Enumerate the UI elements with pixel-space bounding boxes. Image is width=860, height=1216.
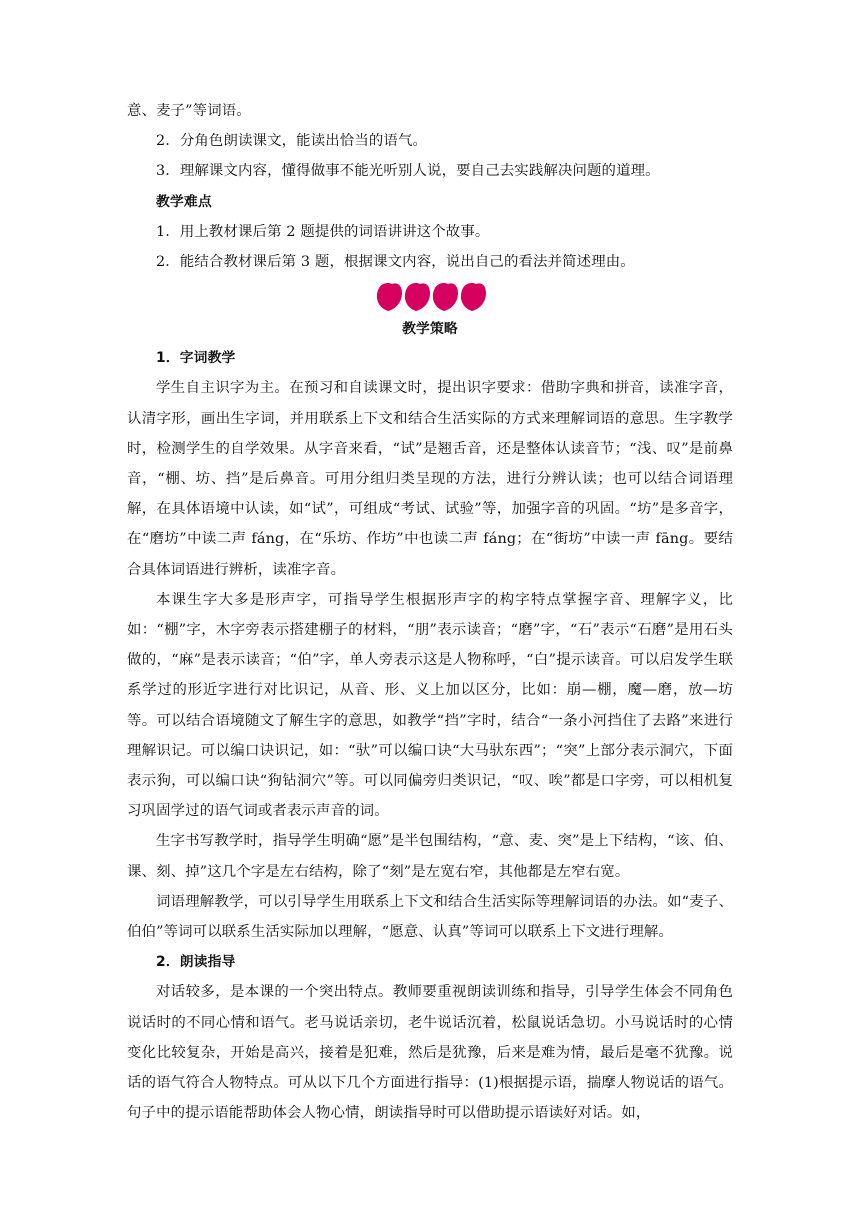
difficulty-heading: 教学难点 [156,193,212,210]
paragraph-word-comprehension: 词语理解教学，可以引导学生用联系上下文和结合生活实际等理解词语的办法。如“麦子、伯伯”等词可以联系生活实际加以理解，“愿意、认真”等词可以联系上下文进行理解。 [127,893,733,941]
paragraph-writing-instruction: 生字书写教学时，指导学生明确“愿”是半包围结构，“意、麦、突”是上下结构，“该、伯、课、刻、掉”这几个字是左右结构，除了“刻”是左宽右窄，其他都是左窄右宽。 [127,833,733,880]
paragraph-self-literacy: 学生自主识字为主。在预习和自读课文时，提出识字要求：借助字典和拼音，读准字音，认清字形，画出生字词，并用联系上下文和结合生活实际的方式来理解词语的意思。生字教学时，检测学生的自学效果。从字音来看，“试”是翘舌音，还是整体认读音节；“浅、叹”是前鼻音，“棚、坊、挡”是后鼻音。可用分组归类呈现的方法，进行分辨认读；也可以结合词语理解，在具体语境中认读，如“试”，可组成“考试、试验”等，加强字音的巩固。“坊”是多音字，在“磨坊”中读二声 fáng，在“乐坊、作坊”中也读二声 fáng；在“街坊”中读一声 fāng。要结合具体词语进行辨析，读准字音。 [127,380,733,578]
petal-group [377,283,486,311]
petal-icon [405,283,430,311]
petal-icon [377,283,402,311]
objective-line-continued: 意、麦子”等词语。 [127,103,251,119]
difficulty-2: 2．能结合教材课后第 3 题，根据课文内容，说出自己的看法并简述理由。 [156,254,635,271]
document-page [127,96,733,1129]
objective-2: 2．分角色朗读课文，能读出恰当的语气。 [156,133,428,150]
strategy-title: 教学策略 [402,321,458,338]
petal-icon [433,283,458,311]
petal-icon [461,283,486,311]
four-petal-ornament-icon [374,281,486,313]
paragraph-phonetic-characters: 本课生字大多是形声字，可指导学生根据形声字的构字特点掌握字音、理解字义，比如：“棚”字，木字旁表示搭建棚子的材料，“朋”表示读音；“磨”字，“石”表示“石磨”是用石头做的，“麻”是表示读音；“伯”字，单人旁表示这是人物称呼，“白”提示读音。可以启发学生联系学过的形近字进行对比识记，从音、形、义上加以区分，比如：崩—棚，魔—磨，放—坊等。可以结合语境随文了解生字的意思，如教学“挡”字时，结合“一条小河挡住了去路”来进行理解识记。可以编口诀识记，如：“驮”可以编口诀“大马驮东西”；“突”上部分表示洞穴，下面表示狗，可以编口诀“狗钻洞穴”等。可以同偏旁归类识记，“叹、唉”都是口字旁，可以相机复习巩固学过的语气词或者表示声音的词。 [127,591,733,820]
strategy-heading-reading: 2．朗读指导 [156,954,236,971]
difficulty-1: 1．用上教材课后第 2 题提供的词语讲讲这个故事。 [156,223,490,240]
paragraph-reading-guidance: 对话较多，是本课的一个突出特点。教师要重视朗读训练和指导，引导学生体会不同角色说话时的不同心情和语气。老马说话亲切，老牛说话沉着，松鼠说话急切。小马说话时的心情变化比较复杂，开始是高兴，接着是犯难，然后是犹豫，后来是难为情，最后是毫不犹豫。说话的语气符合人物特点。可从以下几个方面进行指导：(1)根据提示语，揣摩人物说话的语气。句子中的提示语能帮助体会人物心情，朗读指导时可以借助提示语读好对话。如， [127,984,733,1122]
section-divider-decoration [127,279,733,315]
strategy-heading-vocabulary: 1．字词教学 [156,350,236,367]
objective-3: 3．理解课文内容，懂得做事不能光听别人说，要自己去实践解决问题的道理。 [156,163,660,180]
